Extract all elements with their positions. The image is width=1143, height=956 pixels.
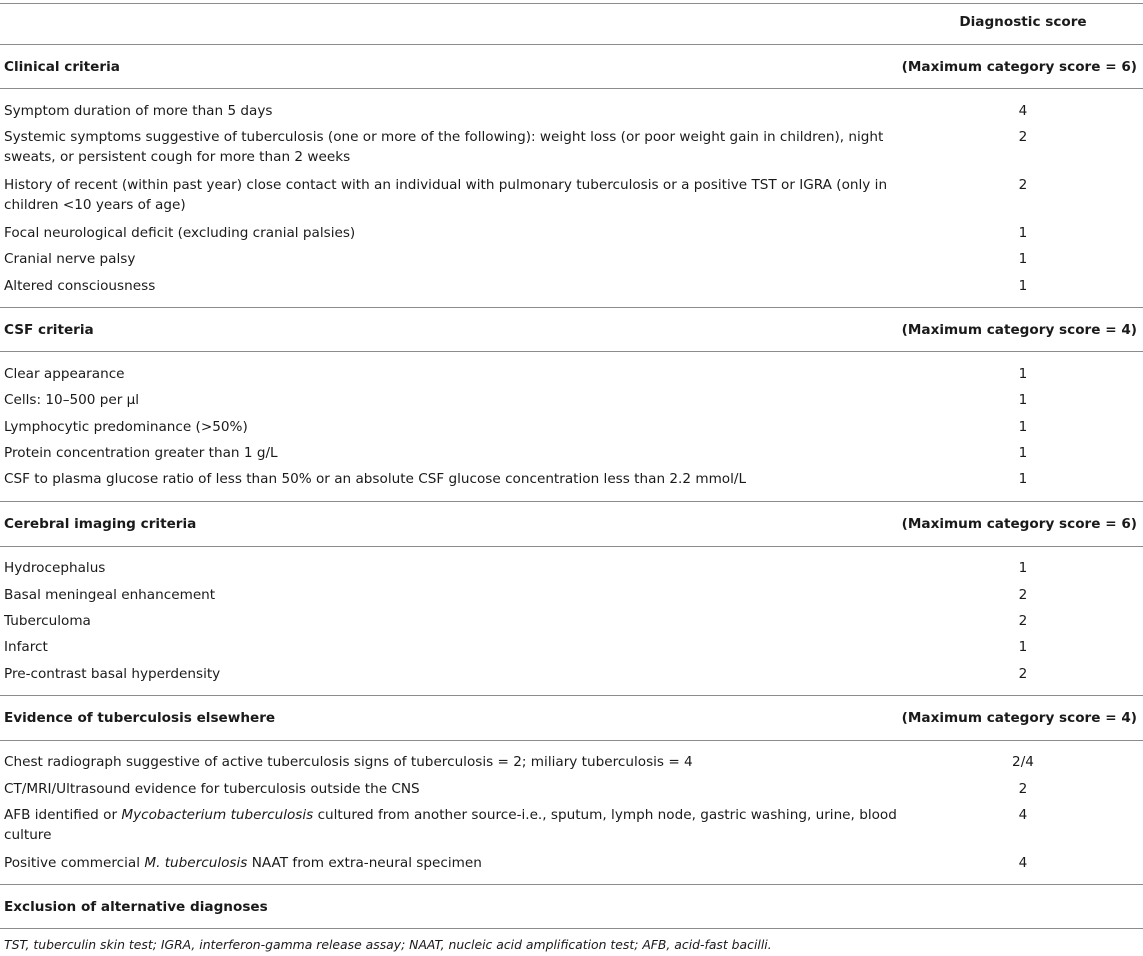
section-rule <box>0 351 1143 352</box>
criterion-text-part: Positive commercial <box>4 855 145 871</box>
score-value: 4 <box>1018 855 1028 871</box>
score-column-header: Diagnostic score <box>959 14 1087 30</box>
criterion-line: sweats, or persistent cough for more than 2 weeks <box>4 149 351 165</box>
score-value: 1 <box>1018 251 1028 267</box>
score-value: 1 <box>1018 278 1028 294</box>
section-title: Clinical criteria <box>4 59 120 75</box>
section-max-score: (Maximum category score = 6) <box>901 59 1137 75</box>
table-top-rule <box>0 3 1143 4</box>
section-rule <box>0 884 1143 885</box>
score-value: 1 <box>1018 560 1028 576</box>
criterion-text: Infarct <box>4 639 48 655</box>
section-title: Cerebral imaging criteria <box>4 516 197 532</box>
score-value: 2 <box>1018 613 1028 629</box>
score-value: 2 <box>1018 129 1028 145</box>
table-footnote: TST, tuberculin skin test; IGRA, interferon-gamma release assay; NAAT, nucleic acid amplification test; AFB, acid-fast bacilli. <box>4 937 772 952</box>
section-rule <box>0 740 1143 741</box>
section-rule <box>0 88 1143 89</box>
score-value: 4 <box>1018 807 1028 823</box>
criterion-text <box>4 805 899 845</box>
criterion-text: Focal neurological deficit (excluding cranial palsies) <box>4 225 356 241</box>
score-value: 1 <box>1018 225 1028 241</box>
criterion-text: Pre-contrast basal hyperdensity <box>4 666 221 682</box>
section-rule <box>0 695 1143 696</box>
criterion-text: Altered consciousness <box>4 278 156 294</box>
criterion-text: Hydrocephalus <box>4 560 106 576</box>
header-rule <box>0 44 1143 45</box>
criterion-line: children <10 years of age) <box>4 197 186 213</box>
section-max-score: (Maximum category score = 4) <box>901 322 1137 338</box>
score-value: 2/4 <box>1012 754 1034 770</box>
criterion-text-part: AFB identified or <box>4 807 122 823</box>
score-value: 1 <box>1018 639 1028 655</box>
criterion-text: Cranial nerve palsy <box>4 251 136 267</box>
score-value: 1 <box>1018 419 1028 435</box>
score-value: 2 <box>1018 587 1028 603</box>
criterion-text <box>4 853 899 873</box>
criterion-text: Tuberculoma <box>4 613 91 629</box>
score-value: 2 <box>1018 781 1028 797</box>
section-max-score: (Maximum category score = 6) <box>901 516 1137 532</box>
criterion-line: History of recent (within past year) close contact with an individual with pulmonary tuberculosis or a positive TST or IGRA (only in <box>4 177 888 193</box>
section-title: CSF criteria <box>4 322 94 338</box>
criterion-text: Protein concentration greater than 1 g/L <box>4 445 278 461</box>
section-rule <box>0 546 1143 547</box>
section-title: Evidence of tuberculosis elsewhere <box>4 710 276 726</box>
criterion-text: CT/MRI/Ultrasound evidence for tuberculosis outside the CNS <box>4 781 420 797</box>
score-value: 4 <box>1018 103 1028 119</box>
criterion-text: Cells: 10–500 per μl <box>4 392 140 408</box>
table-bottom-rule <box>0 928 1143 929</box>
criterion-text-part: NAAT from extra-neural specimen <box>247 855 482 871</box>
score-value: 1 <box>1018 366 1028 382</box>
score-value: 2 <box>1018 666 1028 682</box>
criterion-text: Symptom duration of more than 5 days <box>4 103 273 119</box>
criterion-text: CSF to plasma glucose ratio of less than 50% or an absolute CSF glucose concentration less than 2.2 mmol/L <box>4 471 747 487</box>
section-title: Exclusion of alternative diagnoses <box>4 899 268 915</box>
criterion-text <box>4 127 899 167</box>
criterion-line: culture <box>4 827 52 843</box>
criterion-text-part: cultured from another source-i.e., sputum, lymph node, gastric washing, urine, blood <box>313 807 897 823</box>
score-value: 1 <box>1018 445 1028 461</box>
section-rule <box>0 307 1143 308</box>
species-name: M. tuberculosis <box>144 855 248 871</box>
species-name: Mycobacterium tuberculosis <box>121 807 314 823</box>
criterion-text <box>4 175 899 215</box>
section-max-score: (Maximum category score = 4) <box>901 710 1137 726</box>
criterion-text: Chest radiograph suggestive of active tuberculosis signs of tuberculosis = 2; miliary tuberculosis = 4 <box>4 754 693 770</box>
score-value: 1 <box>1018 392 1028 408</box>
criterion-text: Clear appearance <box>4 366 125 382</box>
section-rule <box>0 501 1143 502</box>
criterion-text: Basal meningeal enhancement <box>4 587 216 603</box>
criterion-line: Systemic symptoms suggestive of tuberculosis (one or more of the following): weight loss (or poor weight gain in children), night <box>4 129 884 145</box>
score-value: 1 <box>1018 471 1028 487</box>
score-value: 2 <box>1018 177 1028 193</box>
criterion-text: Lymphocytic predominance (>50%) <box>4 419 248 435</box>
